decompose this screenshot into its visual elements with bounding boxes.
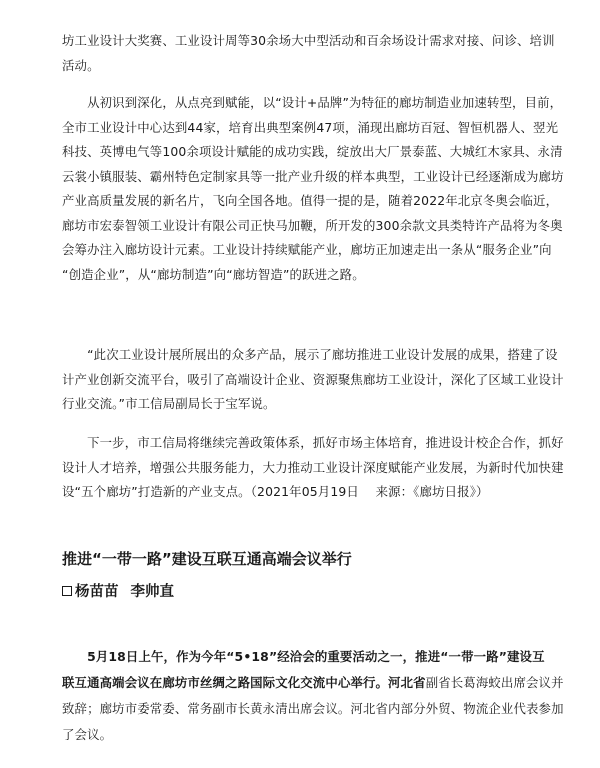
article1-paragraph-3 (62, 343, 564, 417)
regular-text: 副省长葛海蛟出席会议并 (425, 675, 564, 690)
text-line: 设“五个廊坊”打造新的产业支点。（2021年05月19日 来源：《廊坊日报》） (62, 484, 489, 499)
text-line: 产业高质量发展的新名片，飞向全国各地。值得一提的是，随着2022年北京冬奥会临近， (62, 193, 559, 208)
text-line: “此次工业设计展所展出的众多产品，展示了廊坊推进工业设计发展的成果，搭建了设 (62, 347, 558, 362)
bold-text: 联互通高端会议在廊坊市丝绸之路国际文化交流中心举行。河北省 (62, 675, 426, 690)
text-line: 了会议。 (62, 727, 113, 742)
text-line: 坊工业设计大奖赛、工业设计周等30余场大中型活动和百余场设计需求对接、问诊、培训 (62, 33, 555, 48)
text-line (62, 670, 564, 696)
article1-paragraph-4 (62, 431, 564, 505)
text-line: 下一步，市工信局将继续完善政策体系，抓好市场主体培育，推进设计校企合作，抓好 (62, 435, 564, 450)
text-line: 5月18日上午，作为今年“5•18”经洽会的重要活动之一，推进“一带一路”建设互 (62, 649, 545, 664)
text-line: 行业交流。”市工信局副局长于宝军说。 (62, 396, 276, 411)
text-line: 从初识到深化，从点亮到赋能，以“设计+品牌”为特征的廊坊制造业加速转型，目前， (62, 95, 563, 110)
text-line: “创造企业”，从“廊坊制造”向“廊坊智造”的跃进之路。 (62, 266, 365, 282)
article1-paragraph-2 (62, 91, 564, 287)
article2-byline (62, 580, 174, 601)
article2-headline: 推进“一带一路”建设互联互通高端会议举行 (62, 550, 352, 568)
text-line: 会筹办注入廊坊设计元素。工业设计持续赋能产业，廊坊正加速走出一条从“服务企业”向 (62, 242, 552, 257)
text-line: 致辞；廊坊市委常委、常务副市长黄永清出席会议。河北省内部分外贸、物流企业代表参加 (62, 701, 564, 716)
article2-paragraph-1 (62, 644, 564, 748)
text-line: 全市工业设计中心达到44家，培育出典型案例47项，涌现出廊坊百冠、智恒机器人、翌光 (62, 119, 559, 135)
article1-paragraph-1 (62, 29, 555, 78)
text-line: 活动。 (62, 57, 100, 73)
author-name: 李帅直 (130, 584, 174, 600)
text-line: 设计人才培养，增强公共服务能力，大力推动工业设计深度赋能产业发展，为新时代加快建 (62, 459, 564, 475)
text-line: 计产业创新交流平台，吸引了高端设计企业、资源聚焦廊坊工业设计，深化了区域工业设计 (62, 371, 564, 387)
author-name: 杨苗苗 (75, 584, 119, 600)
square-bullet-icon (62, 586, 72, 596)
text-line: 科技、英博电气等100余项设计赋能的成功实践，绽放出大厂景泰蓝、大城红木家具、永清 (62, 144, 563, 159)
text-line: 云裳小镇服装、霸州特色定制家具等一批产业升级的样本典型，工业设计已经逐渐成为廊坊 (62, 168, 564, 184)
text-line: 廊坊市宏泰智领工业设计有限公司正快马加鞭，所开发的300余款文具类特许产品将为冬奥 (62, 217, 563, 233)
